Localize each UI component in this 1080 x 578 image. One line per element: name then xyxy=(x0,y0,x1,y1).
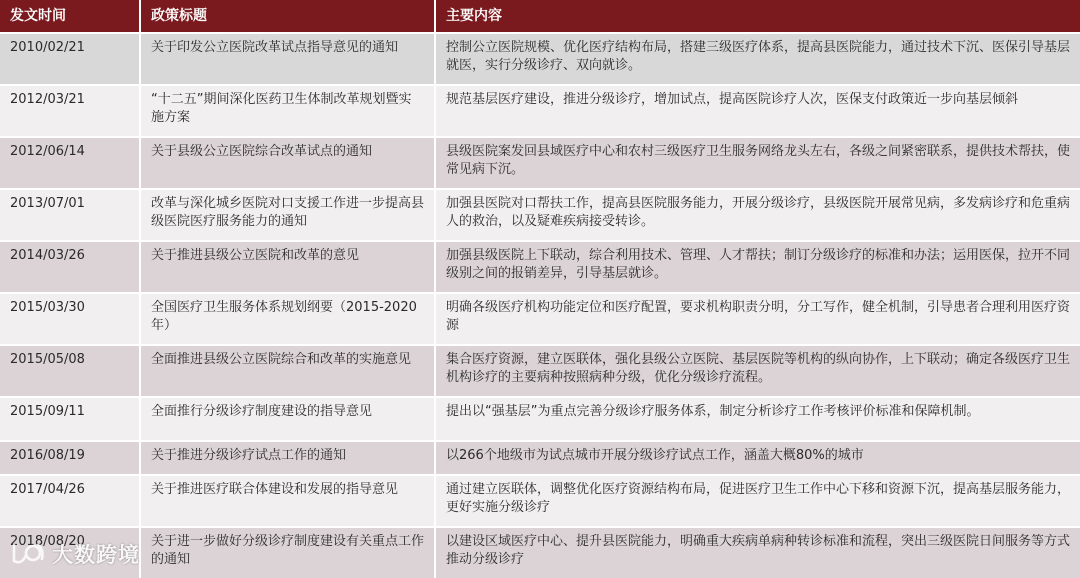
table-row xyxy=(0,526,1080,578)
row-content: 集合医疗资源，建立医联体，强化县级公立医院、基层医院等机构的纵向协作，上下联动；确定各级医疗卫生机构诊疗的主要病种按照病种分级，优化分级诊疗流程。 xyxy=(434,346,1080,396)
row-content: 县级医院案发回县域医疗中心和农村三级医疗卫生服务网络龙头左右，各级之间紧密联系，提供技术帮扶，使常见病下沉。 xyxy=(434,138,1080,188)
table-header xyxy=(0,0,1080,32)
row-date: 2012/03/21 xyxy=(0,86,139,136)
row-content: 提出以“强基层”为重点完善分级诊疗服务体系，制定分析诊疗工作考核评价标准和保障机制。 xyxy=(434,398,1080,440)
header-title: 政策标题 xyxy=(139,0,434,32)
row-title: 关于推进医疗联合体建设和发展的指导意见 xyxy=(139,476,434,526)
row-title: 全国医疗卫生服务体系规划纲要（2015-2020年） xyxy=(139,294,434,344)
row-date: 2016/08/19 xyxy=(0,442,139,474)
row-date: 2015/03/30 xyxy=(0,294,139,344)
row-content: 规范基层医疗建设，推进分级诊疗，增加试点，提高医院诊疗人次，医保支付政策近一步向基层倾斜 xyxy=(434,86,1080,136)
row-date: 2015/09/11 xyxy=(0,398,139,440)
table-row xyxy=(0,440,1080,474)
row-content: 以266个地级市为试点城市开展分级诊疗试点工作，涵盖大概80%的城市 xyxy=(434,442,1080,474)
row-content: 明确各级医疗机构功能定位和医疗配置，要求机构职责分明，分工写作，健全机制，引导患者合理利用医疗资源 xyxy=(434,294,1080,344)
table-row xyxy=(0,396,1080,440)
table-row xyxy=(0,84,1080,136)
row-content: 通过建立医联体，调整优化医疗资源结构布局，促进医疗卫生工作中心下移和资源下沉，提高基层服务能力，更好实施分级诊疗 xyxy=(434,476,1080,526)
row-date: 2018/08/20 xyxy=(0,528,139,578)
table-row xyxy=(0,344,1080,396)
row-date: 2013/07/01 xyxy=(0,190,139,240)
table-row xyxy=(0,32,1080,84)
header-content: 主要内容 xyxy=(434,0,1080,32)
row-date: 2010/02/21 xyxy=(0,34,139,84)
table-row xyxy=(0,136,1080,188)
row-date: 2014/03/26 xyxy=(0,242,139,292)
row-title: 关于印发公立医院改革试点指导意见的通知 xyxy=(139,34,434,84)
row-content: 控制公立医院规模、优化医疗结构布局，搭建三级医疗体系，提高县医院能力，通过技术下沉、医保引导基层就医，实行分级诊疗、双向就诊。 xyxy=(434,34,1080,84)
header-date: 发文时间 xyxy=(0,0,139,32)
table-row xyxy=(0,474,1080,526)
row-date: 2012/06/14 xyxy=(0,138,139,188)
watermark-logo xyxy=(8,536,140,572)
row-content: 加强县医院对口帮扶工作，提高县医院服务能力，开展分级诊疗，县级医院开展常见病，多发病诊疗和危重病人的救治，以及疑难疾病接受转诊。 xyxy=(434,190,1080,240)
row-date: 2015/05/08 xyxy=(0,346,139,396)
row-title: 关于进一步做好分级诊疗制度建设有关重点工作的通知 xyxy=(139,528,434,578)
table-row xyxy=(0,292,1080,344)
row-title: 关于推进分级诊疗试点工作的通知 xyxy=(139,442,434,474)
row-date: 2017/04/26 xyxy=(0,476,139,526)
row-content: 以建设区域医疗中心、提升县医院能力，明确重大疾病单病种转诊标准和流程，突出三级医院日间服务等方式推动分级诊疗 xyxy=(434,528,1080,578)
table-row xyxy=(0,188,1080,240)
watermark-text: 大数跨境 xyxy=(52,543,140,567)
row-title: “十二五”期间深化医药卫生体制改革规划暨实施方案 xyxy=(139,86,434,136)
table-row xyxy=(0,240,1080,292)
row-content: 加强县级医院上下联动，综合利用技术、管理、人才帮扶；制订分级诊疗的标准和办法；运用医保，拉开不同级别之间的报销差异，引导基层就诊。 xyxy=(434,242,1080,292)
row-title: 关于县级公立医院综合改革试点的通知 xyxy=(139,138,434,188)
row-title: 全面推进县级公立医院综合和改革的实施意见 xyxy=(139,346,434,396)
row-title: 改革与深化城乡医院对口支援工作进一步提高县级医院医疗服务能力的通知 xyxy=(139,190,434,240)
brand-logo-icon xyxy=(8,539,48,569)
row-title: 关于推进县级公立医院和改革的意见 xyxy=(139,242,434,292)
row-title: 全面推行分级诊疗制度建设的指导意见 xyxy=(139,398,434,440)
